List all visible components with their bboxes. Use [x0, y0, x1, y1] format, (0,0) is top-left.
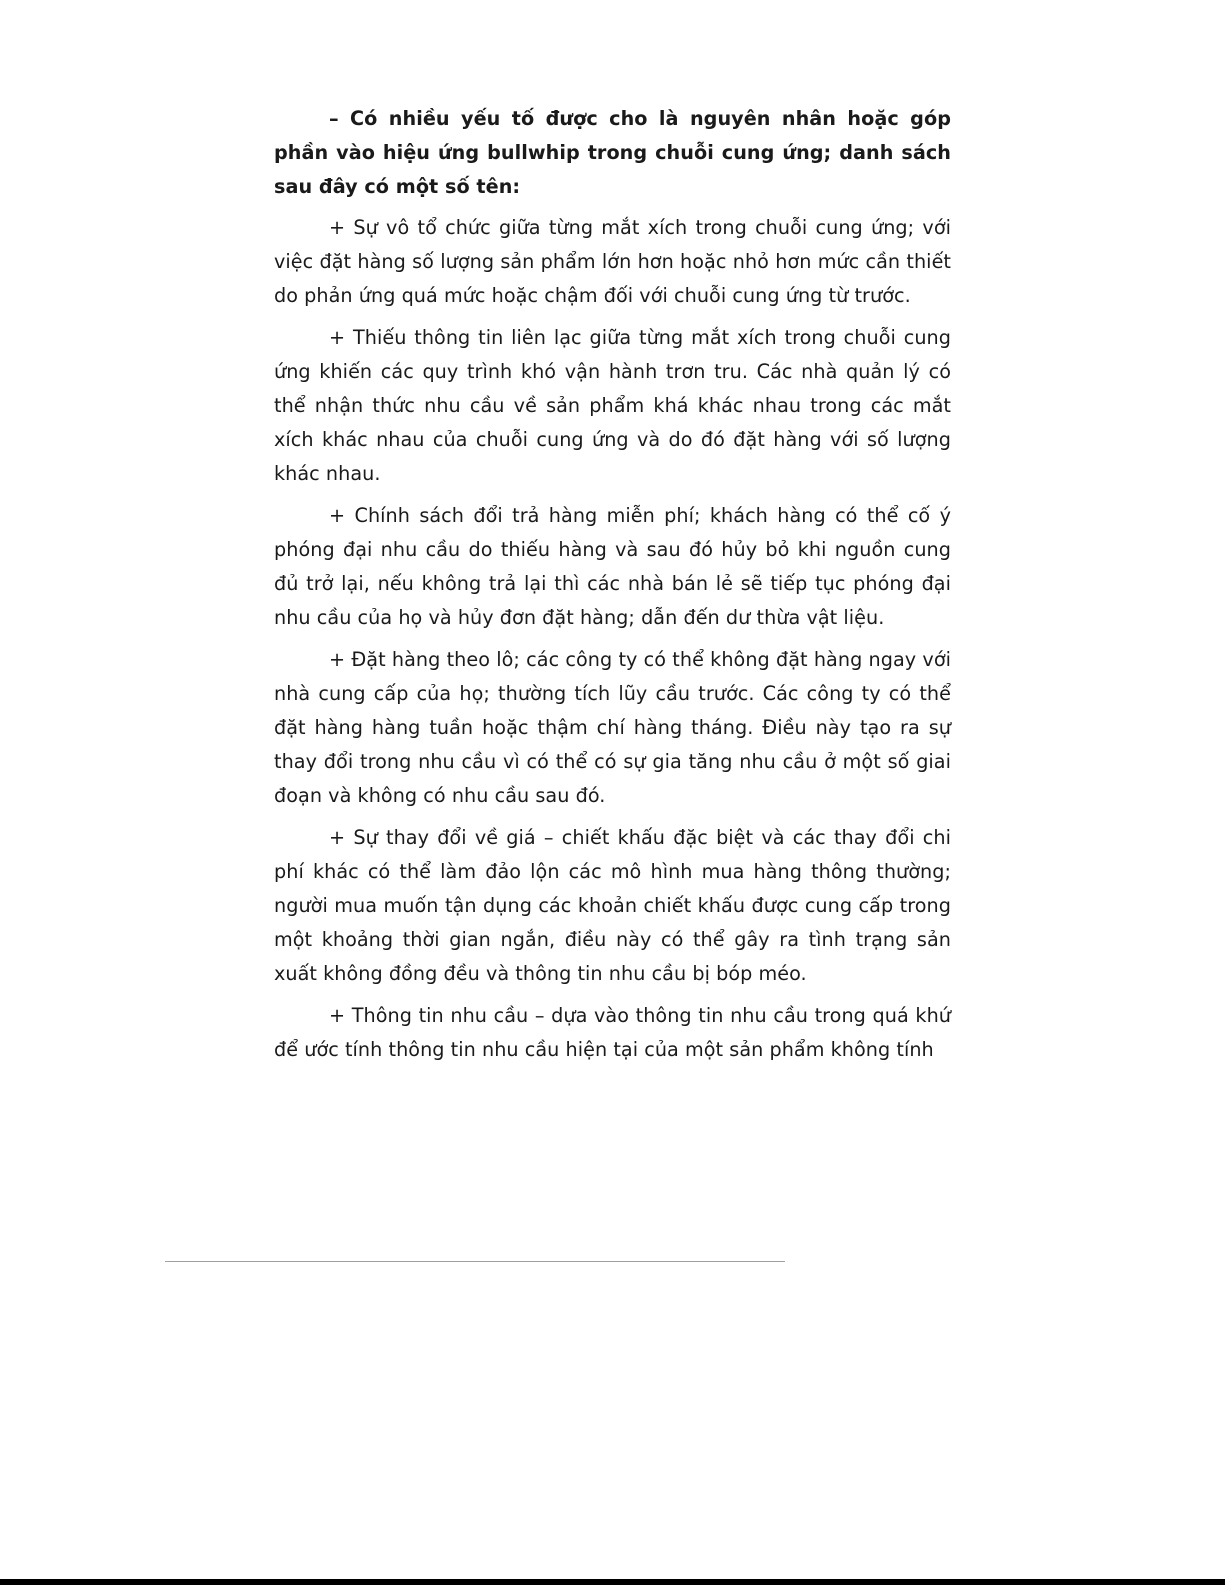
paragraph-communication: + Thiếu thông tin liên lạc giữa từng mắt xích trong chuỗi cung ứng khiến các quy trình khó vận hành trơn tru. Các nhà quản lý có thể nhận thức nhu cầu về sản phẩm khá khác nhau trong các mắt xích khác nhau của chuỗi cung ứng và do đó đặt hàng với số lượng khác nhau. [274, 326, 951, 485]
paragraph-demand-information: + Thông tin nhu cầu – dựa vào thông tin nhu cầu trong quá khứ để ước tính thông tin nhu cầu hiện tại của một sản phẩm không tính [274, 1004, 951, 1061]
paragraph-return-policy: + Chính sách đổi trả hàng miễn phí; khách hàng có thể cố ý phóng đại nhu cầu do thiếu hàng và sau đó hủy bỏ khi nguồn cung đủ trở lại, nếu không trả lại thì các nhà bán lẻ sẽ tiếp tục phóng đại nhu cầu của họ và hủy đơn đặt hàng; dẫn đến dư thừa vật liệu. [274, 504, 951, 629]
paragraph-disorganization: + Sự vô tổ chức giữa từng mắt xích trong chuỗi cung ứng; với việc đặt hàng số lượng sản phẩm lớn hơn hoặc nhỏ hơn mức cần thiết do phản ứng quá mức hoặc chậm đối với chuỗi cung ứng từ trước. [274, 216, 951, 307]
paragraph-batch-ordering: + Đặt hàng theo lô; các công ty có thể không đặt hàng ngay với nhà cung cấp của họ; thường tích lũy cầu trước. Các công ty có thể đặt hàng hàng tuần hoặc thậm chí hàng tháng. Điều này tạo ra sự thay đổi trong nhu cầu vì có thể có sự gia tăng nhu cầu ở một số giai đoạn và không có nhu cầu sau đó. [274, 648, 951, 807]
page-bottom-edge [0, 1579, 1225, 1585]
page-body [274, 102, 951, 1067]
paragraph-price-changes: + Sự thay đổi về giá – chiết khấu đặc biệt và các thay đổi chi phí khác có thể làm đảo lộn các mô hình mua hàng thông thường; người mua muốn tận dụng các khoản chiết khấu được cung cấp trong một khoảng thời gian ngắn, điều này có thể gây ra tình trạng sản xuất không đồng đều và thông tin nhu cầu bị bóp méo. [274, 826, 951, 985]
paragraph-intro: – Có nhiều yếu tố được cho là nguyên nhân hoặc góp phần vào hiệu ứng bullwhip trong chuỗi cung ứng; danh sách sau đây có một số tên: [274, 107, 951, 198]
footnote-divider [165, 1261, 785, 1262]
